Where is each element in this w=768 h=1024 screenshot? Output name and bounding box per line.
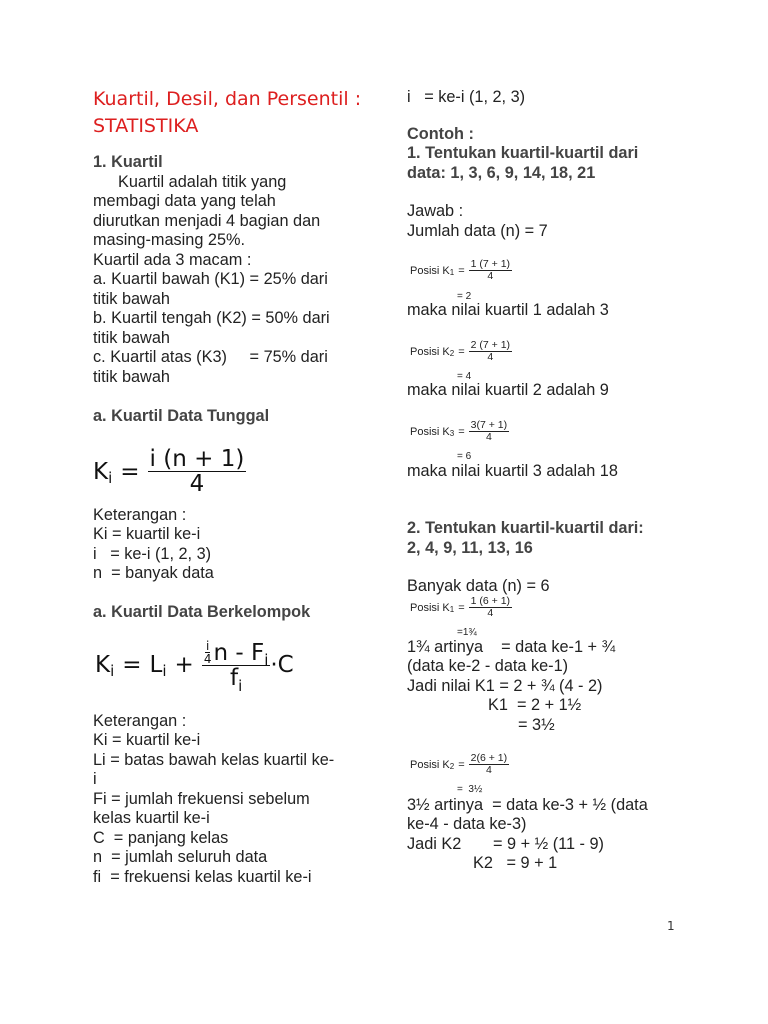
posisi-k2-result: = 4 <box>457 371 472 382</box>
contoh-heading: Contoh : <box>407 125 474 143</box>
explanation-line: ke-4 - data ke-3) <box>407 815 527 833</box>
intro-line: diurutkan menjadi 4 bagian dan <box>93 212 321 230</box>
kuartil-result: maka nilai kuartil 2 adalah 9 <box>407 381 609 399</box>
posisi-k1-formula-2: Posisi K 1 = $\frac{1 (6 + 1)}{4}$ <box>410 595 511 620</box>
posisi-k3-formula: Posisi K 3 = $\frac{3(7 + 1)}{4}$ <box>410 419 508 444</box>
posisi-k3-result: = 6 <box>457 451 472 462</box>
question-1-line: 1. Tentukan kuartil-kuartil dari <box>407 144 639 162</box>
keterangan-line: Ki = kuartil ke-i <box>93 525 201 543</box>
section-heading-kelompok: a. Kuartil Data Berkelompok <box>93 603 311 621</box>
type-line: a. Kuartil bawah (K1) = 25% dari <box>93 270 328 288</box>
explanation-line: = 3½ <box>518 716 555 734</box>
explanation-line: Jadi nilai K1 = 2 + ¾ (4 - 2) <box>407 677 603 695</box>
kuartil-result: maka nilai kuartil 1 adalah 3 <box>407 301 609 319</box>
variable-def-line: i = ke-i (1, 2, 3) <box>407 88 526 106</box>
jawab-label: Jawab : <box>407 202 464 220</box>
posisi-k1-result: = 2 <box>457 291 472 302</box>
keterangan-line: Ki = kuartil ke-i <box>93 731 201 749</box>
types-heading: Kuartil ada 3 macam : <box>93 251 252 269</box>
section-heading-kuartil: 1. Kuartil <box>93 153 163 171</box>
posisi-k1-formula: Posisi K 1 = $\frac{1 (7 + 1)}{4}$ <box>410 258 511 283</box>
type-line: titik bawah <box>93 329 170 347</box>
posisi-k2-formula-2: Posisi K 2 = $\frac{2(6 + 1)}{4}$ <box>410 752 508 777</box>
question-1-line: data: 1, 3, 6, 9, 14, 18, 21 <box>407 164 596 182</box>
formula-kuartil-kelompok: K i = L i + i 4 n - F i $f_i$ ·C <box>95 639 294 695</box>
type-line: titik bawah <box>93 368 170 386</box>
posisi-k1-result-2: =1¾ <box>457 627 477 638</box>
type-line: c. Kuartil atas (K3) = 75% dari <box>93 348 328 366</box>
formula-kuartil-tunggal: K i = $\frac{i (n + 1)}{4}$ <box>93 446 245 498</box>
keterangan-line: kelas kuartil ke-i <box>93 809 210 827</box>
intro-line: masing-masing 25%. <box>93 231 246 249</box>
keterangan-line: i <box>93 770 97 788</box>
question-2-line: 2. Tentukan kuartil-kuartil dari: <box>407 519 644 537</box>
posisi-k2-formula: Posisi K 2 = $\frac{2 (7 + 1)}{4}$ <box>410 339 511 364</box>
keterangan-heading: Keterangan : <box>93 712 187 730</box>
explanation-line: K1 = 2 + 1½ <box>488 696 582 714</box>
keterangan-heading: Keterangan : <box>93 506 187 524</box>
keterangan-line: fi = frekuensi kelas kuartil ke-i <box>93 868 312 886</box>
type-line: b. Kuartil tengah (K2) = 50% dari <box>93 309 330 327</box>
keterangan-line: n = banyak data <box>93 564 214 582</box>
explanation-line: K2 = 9 + 1 <box>473 854 558 872</box>
page-title: Kuartil, Desil, dan Persentil : STATISTIKA <box>93 88 362 137</box>
jumlah-data: Jumlah data (n) = 7 <box>407 222 548 240</box>
page-number: 1 <box>667 919 675 933</box>
explanation-line: Jadi K2 = 9 + ½ (11 - 9) <box>407 835 604 853</box>
posisi-k2-result-2: = 3½ <box>457 784 483 795</box>
type-line: titik bawah <box>93 290 170 308</box>
explanation-line: 1¾ artinya = data ke-1 + ¾ <box>407 638 616 656</box>
keterangan-line: Fi = jumlah frekuensi sebelum <box>93 790 310 808</box>
keterangan-line: Li = batas bawah kelas kuartil ke- <box>93 751 335 769</box>
question-2-line: 2, 4, 9, 11, 13, 16 <box>407 539 533 557</box>
keterangan-line: n = jumlah seluruh data <box>93 848 268 866</box>
keterangan-line: C = panjang kelas <box>93 829 229 847</box>
section-heading-tunggal: a. Kuartil Data Tunggal <box>93 407 270 425</box>
kuartil-result: maka nilai kuartil 3 adalah 18 <box>407 462 618 480</box>
intro-line: membagi data yang telah <box>93 192 276 210</box>
banyak-data: Banyak data (n) = 6 <box>407 577 550 595</box>
keterangan-line: i = ke-i (1, 2, 3) <box>93 545 212 563</box>
explanation-line: 3½ artinya = data ke-3 + ½ (data <box>407 796 648 814</box>
intro-line: Kuartil adalah titik yang <box>118 173 287 191</box>
explanation-line: (data ke-2 - data ke-1) <box>407 657 569 675</box>
